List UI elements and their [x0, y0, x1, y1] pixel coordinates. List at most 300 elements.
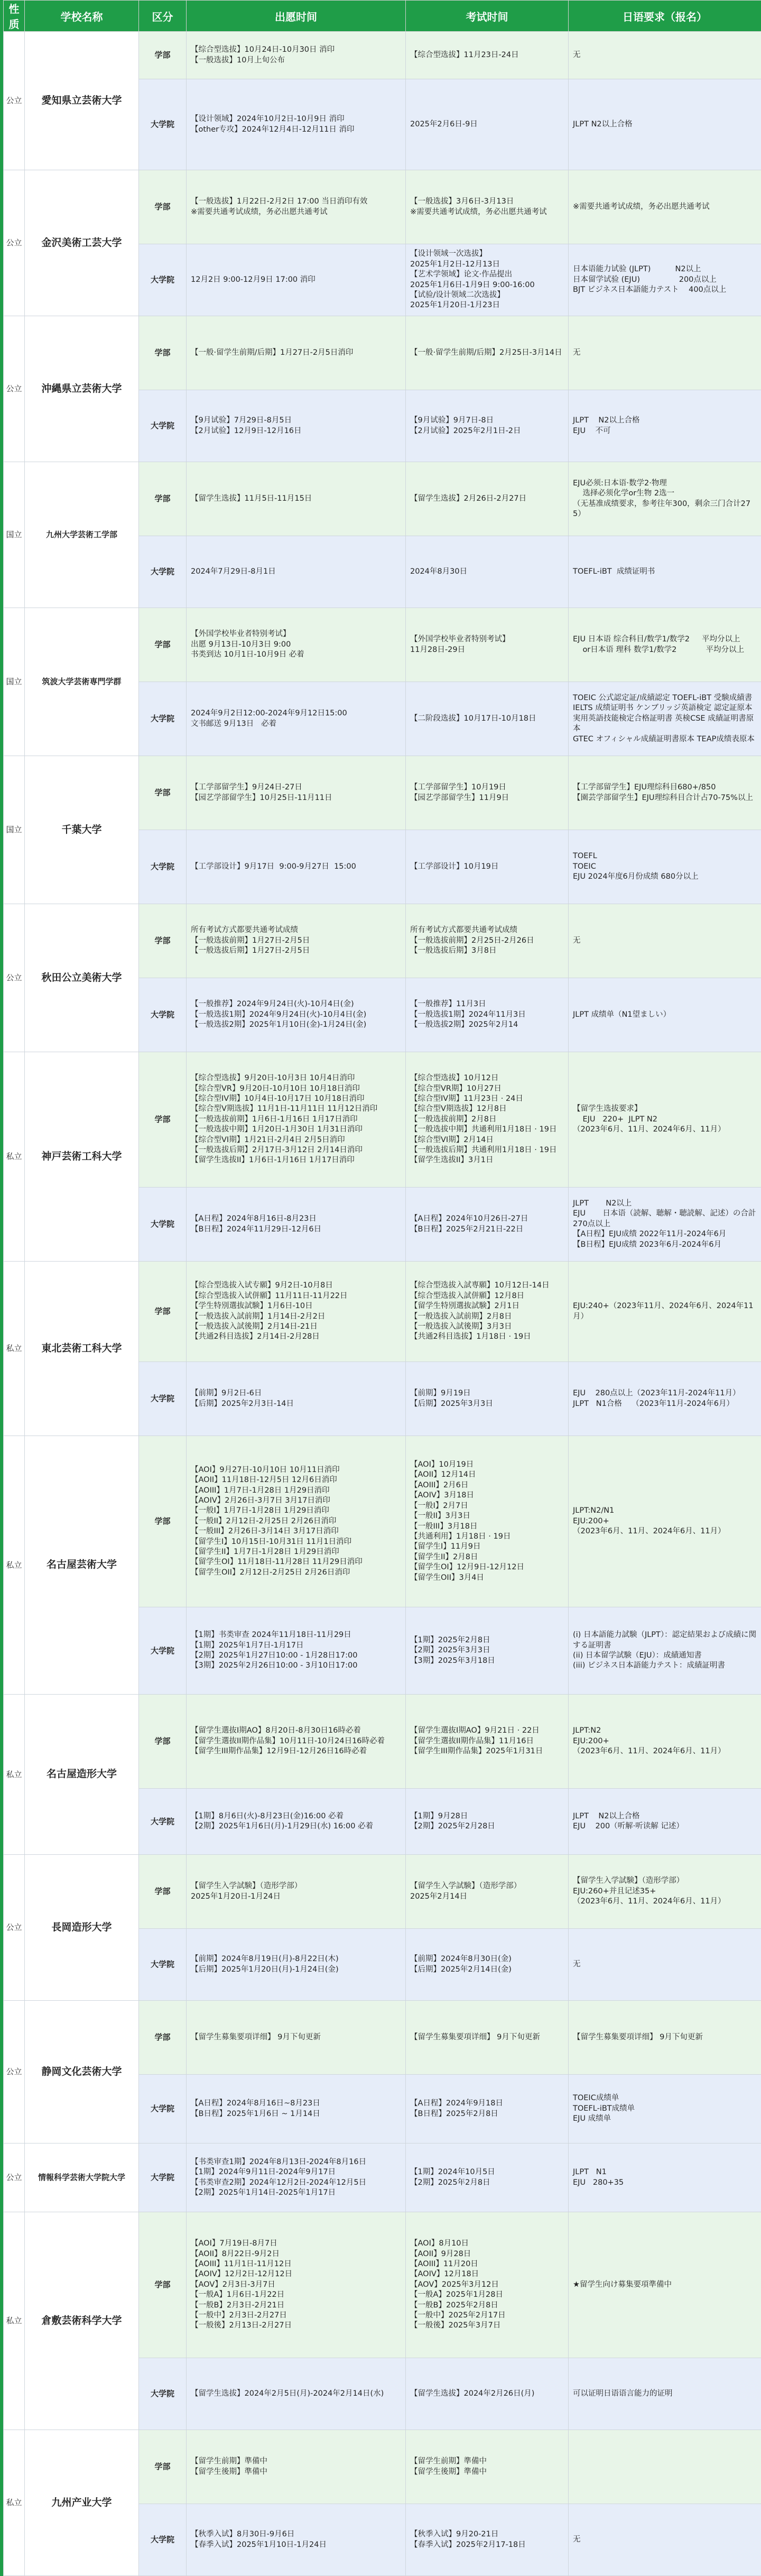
text-line: 【A日程】2024年8月16日~8月23日: [191, 2099, 401, 2109]
text-line: 【综合型选拔】10月12日: [410, 1073, 564, 1083]
category-cell: 大学院: [139, 682, 187, 756]
text-line: 【留学生入学試験】（造形学部）: [410, 1881, 564, 1891]
school-type-cell: 公立: [4, 2143, 25, 2212]
exam-date-cell: [406, 1855, 569, 1929]
text-line: 【园艺学部留学生】10月25日-11月11日: [191, 793, 401, 803]
text-line: 2025年1月20日-1月23日: [410, 300, 564, 310]
text-line: 【一般选拔前期】2月8日: [410, 1115, 564, 1125]
text-line: 【留学生I】11月9日: [410, 1542, 564, 1552]
exam-date-cell: [406, 316, 569, 390]
text-line: EJU必须:日本语·数学2·物理: [573, 479, 757, 489]
text-line: 【一般选拔前期】1月27日-2月5日: [191, 936, 401, 946]
text-line: 【秋季入试】9月20-21日: [410, 2529, 564, 2540]
text-line: 【3期】2025年2月26日10:00 - 3月10日17:00: [191, 1661, 401, 1671]
text-line: 【前期】2024年8月19日(月)-8月22日(木): [191, 1954, 401, 1964]
text-line: 【2期】2025年1月14日-2025年1月17日: [191, 2188, 401, 2198]
text-line: 【综合型选拔】11月23日-24日: [410, 50, 564, 60]
text-line: JLPT N2以上合格: [573, 416, 757, 426]
text-line: 【一般选拔后期】1月27日-2月5日: [191, 946, 401, 956]
exam-date-cell: [406, 1188, 569, 1262]
text-line: 【综合型VI期】1月21日-2月4日 2月5日消印: [191, 1135, 401, 1145]
text-line: EJU:240+（2023年11月、2024年6月、2024年11月）: [573, 1301, 757, 1322]
text-line: 12月2日 9:00-12月9日 17:00 消印: [191, 275, 401, 285]
text-line: 【工学部留学生】10月19日: [410, 783, 564, 793]
text-line: JLPT N1合格 （2023年11月-2024年6月）: [573, 1399, 757, 1409]
japanese-requirement-cell: [569, 1789, 761, 1855]
table-row: [4, 2001, 761, 2075]
application-period-cell: [187, 1188, 406, 1262]
school-name-cell: 筑波大学芸術専門学群: [25, 608, 139, 756]
school-name-cell: 金沢美術工芸大学: [25, 170, 139, 316]
school-name-cell: 情報科学芸術大学院大学: [25, 2143, 139, 2212]
text-line: JLPT:N2/N1: [573, 1506, 757, 1516]
school-name-cell: 沖縄県立芸術大学: [25, 316, 139, 462]
text-line: 【2月试验】12月9日-12月16日: [191, 426, 401, 436]
exam-date-cell: [406, 608, 569, 682]
text-line: 【一般I】2月7日: [410, 1501, 564, 1511]
text-line: EJU:260+并且记述35+: [573, 1887, 757, 1897]
school-name-cell: 長岡造形大学: [25, 1855, 139, 2001]
exam-date-cell: [406, 830, 569, 904]
text-line: 【综合型选拔入試併願】12月8日: [410, 1291, 564, 1301]
application-period-cell: [187, 682, 406, 756]
text-line: 【1期】2024年10月5日: [410, 2167, 564, 2177]
japanese-requirement-cell: [569, 1262, 761, 1362]
text-line: 【AOV】2025年3月12日: [410, 2280, 564, 2290]
text-line: 【AOI】10月19日: [410, 1460, 564, 1470]
category-cell: 学部: [139, 1695, 187, 1789]
text-line: EJU:200+: [573, 1516, 757, 1526]
text-line: 【一般III】2月26日-3月14日 3月17日消印: [191, 1526, 401, 1537]
japanese-requirement-cell: [569, 2001, 761, 2075]
table-row: [4, 2143, 761, 2212]
application-period-cell: [187, 2212, 406, 2358]
text-line: 【一般选拔】1月22日-2月2日 17:00 当日消印有效: [191, 197, 401, 207]
text-line: 【2月试验】2025年2月1日-2日: [410, 426, 564, 436]
header-row: [4, 1, 761, 32]
text-line: 【AOII】8月22日-9月2日: [191, 2249, 401, 2259]
text-line: 【A日程】2024年8月16日-8月23日: [191, 1214, 401, 1224]
text-line: JLPT:N2: [573, 1726, 757, 1736]
text-line: 【一般A】2025年1月28日: [410, 2290, 564, 2300]
school-type-cell: 私立: [4, 2430, 25, 2576]
application-period-cell: [187, 1262, 406, 1362]
text-line: 【留学生前期】準備中: [410, 2457, 564, 2467]
category-cell: 大学院: [139, 1789, 187, 1855]
japanese-requirement-cell: [569, 1188, 761, 1262]
school-type-cell: 私立: [4, 2212, 25, 2430]
text-line: 【书类审查1期】2024年8月13日-2024年8月16日: [191, 2157, 401, 2167]
text-line: 【留学生前期】準備中: [191, 2457, 401, 2467]
application-period-cell: [187, 978, 406, 1052]
text-line: 【一般选拔入試後期】3月3日: [410, 1322, 564, 1332]
application-period-cell: [187, 756, 406, 830]
header-application-period: 出愿时间: [187, 1, 406, 32]
table-row: [4, 608, 761, 682]
japanese-requirement-cell: [569, 978, 761, 1052]
text-line: 【留学生选拔II】3月1日: [410, 1155, 564, 1165]
category-cell: 学部: [139, 462, 187, 536]
header-type: 性质: [4, 1, 25, 32]
text-line: 【综合型VR期】10月27日: [410, 1084, 564, 1094]
school-name-cell: 倉敷芸術科学大学: [25, 2212, 139, 2430]
text-line: 【1期】2024年9月11日-2024年9月17日: [191, 2167, 401, 2177]
text-line: 【共通利用】1月18日 · 19日: [410, 1532, 564, 1542]
exam-date-cell: [406, 536, 569, 608]
text-line: 【AOIII】2月6日: [410, 1480, 564, 1491]
text-line: EJU 280点以上（2023年11月-2024年11月）: [573, 1388, 757, 1399]
category-cell: 学部: [139, 2001, 187, 2075]
category-cell: 学部: [139, 2212, 187, 2358]
text-line: 【留学生後期】準備中: [410, 2467, 564, 2477]
text-line: 文书邮送 9月13日 必着: [191, 719, 401, 729]
text-line: 2025年1月2日-12月13日: [410, 260, 564, 270]
school-type-cell: 公立: [4, 170, 25, 316]
text-line: 【2期】2025年2月8日: [410, 2178, 564, 2188]
text-line: 【后期】2025年3月3日: [410, 1399, 564, 1409]
text-line: 所有考试方式都要共通考试成绩: [191, 925, 401, 935]
text-line: 选择必须化学or生物 2选一: [573, 489, 757, 499]
text-line: EJU 280+35: [573, 2178, 757, 2188]
text-line: 可以证明日语语言能力的证明: [573, 2389, 757, 2399]
school-type-cell: 公立: [4, 904, 25, 1052]
application-period-cell: [187, 1436, 406, 1607]
text-line: 【B日程】2025年1月6日 ~ 1月14日: [191, 2109, 401, 2119]
school-name-cell: 愛知県立芸術大学: [25, 32, 139, 170]
text-line: 【设计领域】2024年10月2日-10月9日 消印: [191, 114, 401, 124]
text-line: 【综合型选拔】9月20日-10月3日 10月4日消印: [191, 1073, 401, 1083]
text-line: 【后期】2025年2月3日-14日: [191, 1399, 401, 1409]
text-line: 【1期】8月6日(火)-8月23日(金)16:00 必着: [191, 1811, 401, 1821]
japanese-requirement-cell: [569, 904, 761, 978]
category-cell: 大学院: [139, 1362, 187, 1436]
table-row: [4, 904, 761, 978]
exam-date-cell: [406, 32, 569, 79]
text-line: 2024年8月30日: [410, 567, 564, 577]
text-line: 【留学生选拔】11月5日-11月15日: [191, 494, 401, 504]
text-line: 【一般中】2月3日-2月27日: [191, 2311, 401, 2321]
exam-date-cell: [406, 462, 569, 536]
text-line: 【综合型选拔】10月24日-10月30日 消印: [191, 45, 401, 55]
category-cell: 学部: [139, 904, 187, 978]
text-line: TOEFL: [573, 851, 757, 861]
text-line: 【一般B】2025年2月8日: [410, 2301, 564, 2311]
application-period-cell: [187, 1052, 406, 1188]
text-line: 【前期】2024年8月30日(金): [410, 1954, 564, 1964]
exam-date-cell: [406, 904, 569, 978]
application-period-cell: [187, 390, 406, 462]
school-type-cell: 国立: [4, 756, 25, 904]
text-line: EJU 日本语（読解、聴解・聴読解、記述）の合計270点以上: [573, 1209, 757, 1229]
text-line: TOEFL-iBT 成绩证明书: [573, 567, 757, 577]
text-line: 日本语能力试验 (JLPT) N2以上: [573, 264, 757, 274]
category-cell: 学部: [139, 1436, 187, 1607]
application-period-cell: [187, 1607, 406, 1695]
text-line: 【留学生OI】12月9日-12月12日: [410, 1562, 564, 1572]
text-line: 【1期】9月28日: [410, 1811, 564, 1821]
text-line: 【一般中】2025年2月17日: [410, 2311, 564, 2321]
school-name-cell: 東北芸術工科大学: [25, 1262, 139, 1436]
text-line: JLPT N2以上合格: [573, 1811, 757, 1821]
text-line: 【综合型VI期】2月14日: [410, 1135, 564, 1145]
text-line: 【留学生選抜I期AO】8月20日-8月30日16時必着: [191, 1726, 401, 1736]
text-line: 【B日程】2025年2月21日-22日: [410, 1225, 564, 1235]
header-category: 区分: [139, 1, 187, 32]
text-line: （2023年6月、11月、2024年6月、11月）: [573, 1526, 757, 1537]
text-line: 【3期】2025年3月18日: [410, 1656, 564, 1666]
application-period-cell: [187, 2075, 406, 2143]
japanese-requirement-cell: [569, 2430, 761, 2504]
japanese-requirement-cell: [569, 756, 761, 830]
text-line: 【一般推荐】2024年9月24日(火)-10月4日(金): [191, 999, 401, 1009]
text-line: 【AOIII】11月20日: [410, 2259, 564, 2269]
text-line: 【AOIV】2月26日-3月7日 3月17日消印: [191, 1496, 401, 1506]
exam-date-cell: [406, 2075, 569, 2143]
text-line: (ii) 日本留学試験（EJU）：成績通知書: [573, 1651, 757, 1661]
text-line: GTEC オフィシャル成績証明書原本 TEAP成绩表原本: [573, 734, 757, 744]
school-name-cell: 静岡文化芸術大学: [25, 2001, 139, 2143]
text-line: 【留学生II】2月8日: [410, 1552, 564, 1562]
text-line: 【2期】2025年1月27日10:00 - 1月28日17:00: [191, 1651, 401, 1661]
text-line: TOEIC 公式認定証/成績認定 TOEFL-iBT 受験成績書: [573, 693, 757, 703]
text-line: (iii) ビジネス日本語能力テスト：成績証明書: [573, 1661, 757, 1671]
japanese-requirement-cell: [569, 2212, 761, 2358]
japanese-requirement-cell: [569, 682, 761, 756]
japanese-requirement-cell: [569, 79, 761, 170]
category-cell: 学部: [139, 170, 187, 244]
text-line: 【二阶段选拔】10月17日-10月18日: [410, 714, 564, 724]
text-line: 【一般·留学生前期/后期】1月27日-2月5日消印: [191, 348, 401, 358]
exam-date-cell: [406, 170, 569, 244]
text-line: 【综合型IV期】11月23日 · 24日: [410, 1094, 564, 1104]
text-line: JLPT N1: [573, 2167, 757, 2177]
text-line: 【一般II】2月12日-2月25日 2月26日消印: [191, 1516, 401, 1526]
text-line: 【一般选拔前期】1月6日-1月16日 1月17日消印: [191, 1115, 401, 1125]
text-line: 【留学生選抜II期作品集】11月16日: [410, 1736, 564, 1746]
school-name-cell: 千葉大学: [25, 756, 139, 904]
text-line: 【留学生OII】2月12日-2月25日 2月26日消印: [191, 1568, 401, 1578]
school-type-cell: 私立: [4, 1436, 25, 1695]
header-exam-date: 考试时间: [406, 1, 569, 32]
table-row: [4, 2212, 761, 2358]
application-period-cell: [187, 316, 406, 390]
text-line: JLPT N2以上: [573, 1199, 757, 1209]
exam-date-cell: [406, 1052, 569, 1188]
application-period-cell: [187, 608, 406, 682]
text-line: 【AOV】2月3日-3月7日: [191, 2280, 401, 2290]
category-cell: 大学院: [139, 2075, 187, 2143]
exam-date-cell: [406, 978, 569, 1052]
japanese-requirement-cell: [569, 536, 761, 608]
application-period-cell: [187, 170, 406, 244]
text-line: 【一般I】1月7日-1月28日 1月29日消印: [191, 1506, 401, 1516]
japanese-requirement-cell: [569, 1929, 761, 2001]
text-line: 【秋季入试】8月30日-9月6日: [191, 2529, 401, 2540]
text-line: 【留学生後期】準備中: [191, 2467, 401, 2477]
text-line: 【试验/设计领域二次选拔】: [410, 290, 564, 300]
exam-date-cell: [406, 390, 569, 462]
category-cell: 大学院: [139, 2143, 187, 2212]
text-line: 【AOII】12月14日: [410, 1470, 564, 1480]
text-line: or日本语 理科 数学1/数学2 平均分以上: [573, 645, 757, 655]
category-cell: 学部: [139, 756, 187, 830]
text-line: 【9月试验】9月7日-8日: [410, 416, 564, 426]
text-line: 【留学生募集要項详细】 9月下旬更新: [191, 2032, 401, 2043]
text-line: 【共通2科目选拔】2月14日-2月28日: [191, 1332, 401, 1342]
text-line: 【一般选拔中期】共通利用1月18日 · 19日: [410, 1125, 564, 1135]
text-line: EJU:200+: [573, 1736, 757, 1746]
text-line: BJT ビジネス日本語能力テスト 400点以上: [573, 285, 757, 295]
application-period-cell: [187, 2143, 406, 2212]
text-line: 2025年2月14日: [410, 1892, 564, 1902]
school-type-cell: 公立: [4, 32, 25, 170]
text-line: 【AOIV】3月18日: [410, 1491, 564, 1501]
category-cell: 大学院: [139, 1188, 187, 1262]
text-line: 【留学生选拔II】1月6日-1月16日 1月17日消印: [191, 1155, 401, 1165]
school-name-cell: 九州产业大学: [25, 2430, 139, 2576]
text-line: 【一般A】1月6日-1月22日: [191, 2290, 401, 2300]
text-line: 【1期】2025年1月7日-1月17日: [191, 1641, 401, 1651]
japanese-requirement-cell: [569, 2358, 761, 2430]
text-line: ※需要共通考试成绩，务必出愿共通考试: [191, 207, 401, 217]
category-cell: 学部: [139, 1855, 187, 1929]
text-line: (i) 日本語能力試験（JLPT）：認定結果および成績に関する証明書: [573, 1630, 757, 1651]
application-period-cell: [187, 1789, 406, 1855]
category-cell: 学部: [139, 1052, 187, 1188]
text-line: 【一般後】2月13日-2月27日: [191, 2321, 401, 2331]
application-period-cell: [187, 462, 406, 536]
text-line: 【2期】2025年3月3日: [410, 1645, 564, 1655]
text-line: 【综合型选拔入試専願】10月12日-14日: [410, 1281, 564, 1291]
text-line: ★留学生向け募集要項準備中: [573, 2280, 757, 2290]
school-type-cell: 国立: [4, 462, 25, 608]
text-line: 2025年1月6日-1月9日 9:00-16:00: [410, 280, 564, 290]
exam-date-cell: [406, 2001, 569, 2075]
school-name-cell: 名古屋芸術大学: [25, 1436, 139, 1695]
category-cell: 大学院: [139, 79, 187, 170]
text-line: 【留学生募集要項详细】 9月下旬更新: [573, 2032, 757, 2043]
text-line: 无: [573, 50, 757, 60]
text-line: 【综合型IV期】10月4日-10月17日 10月18日消印: [191, 1094, 401, 1104]
text-line: 【一般III】3月18日: [410, 1522, 564, 1532]
text-line: 【other专攻】2024年12月4日-12月11日 消印: [191, 125, 401, 135]
text-line: 无: [573, 936, 757, 946]
exam-date-cell: [406, 2504, 569, 2576]
school-type-cell: 私立: [4, 1695, 25, 1855]
text-line: EJU 不可: [573, 426, 757, 436]
application-period-cell: [187, 2504, 406, 2576]
text-line: 书类到达 10月1日-10月9日 必着: [191, 650, 401, 660]
text-line: 【留学生OI】11月18日-11月28日 11月29日消印: [191, 1557, 401, 1567]
text-line: TOEIC: [573, 862, 757, 872]
text-line: 【设计领域一次选拔】: [410, 249, 564, 259]
category-cell: 大学院: [139, 978, 187, 1052]
text-line: 【2期】2025年1月6日(月)-1月29日(水) 16:00 必着: [191, 1821, 401, 1832]
school-name-cell: 名古屋造形大学: [25, 1695, 139, 1855]
text-line: 【一般选拔后期】共通利用1月18日 · 19日: [410, 1145, 564, 1155]
school-name-cell: 秋田公立美術大学: [25, 904, 139, 1052]
header-school: 学校名称: [25, 1, 139, 32]
text-line: 【留学生选拔】2月26日-2月27日: [410, 494, 564, 504]
table-row: [4, 1855, 761, 1929]
text-line: 【園芸学部留学生】EJU理综科目合计占70-75%以上: [573, 793, 757, 803]
text-line: 【AOII】11月18日-12月5日 12月6日消印: [191, 1475, 401, 1485]
japanese-requirement-cell: [569, 1436, 761, 1607]
school-type-cell: 私立: [4, 1262, 25, 1436]
text-line: （无基准成绩要求，参考往年300，剩余三门合计275）: [573, 499, 757, 520]
text-line: 出愿 9月13日-10月3日 9:00: [191, 640, 401, 650]
text-line: 所有考试方式都要共通考试成绩: [410, 925, 564, 935]
text-line: 【留学生III期作品集】2025年1月31日: [410, 1746, 564, 1756]
japanese-requirement-cell: [569, 316, 761, 390]
category-cell: 大学院: [139, 2504, 187, 2576]
japanese-requirement-cell: [569, 1607, 761, 1695]
text-line: 【工学部设计】10月19日: [410, 862, 564, 872]
text-line: 无: [573, 2535, 757, 2545]
text-line: 【留学生选拔】2024年2月26日(月): [410, 2389, 564, 2399]
text-line: EJU 日本语 综合科目/数学1/数学2 平均分以上: [573, 634, 757, 645]
text-line: 【工学部留学生】9月24日-27日: [191, 783, 401, 793]
japanese-requirement-cell: [569, 1362, 761, 1436]
text-line: 【一般推荐】11月3日: [410, 999, 564, 1009]
category-cell: 大学院: [139, 1929, 187, 2001]
school-type-cell: 公立: [4, 316, 25, 462]
exam-date-cell: [406, 2212, 569, 2358]
text-line: 【书类审查2期】2024年12月2日-2024年12月5日: [191, 2178, 401, 2188]
school-name-cell: 九州大学芸術工学部: [25, 462, 139, 608]
text-line: 【外国学校毕业者特别考试】: [410, 634, 564, 645]
text-line: 【AOI】7月19日-8月7日: [191, 2239, 401, 2249]
exam-date-cell: [406, 1789, 569, 1855]
text-line: 【AOI】9月27日-10月10日 10月11日消印: [191, 1465, 401, 1475]
exam-date-cell: [406, 1695, 569, 1789]
text-line: 【共通2科目选拔】1月18日 · 19日: [410, 1332, 564, 1342]
category-cell: 学部: [139, 2430, 187, 2504]
application-period-cell: [187, 244, 406, 316]
text-line: 【一般选拔2期】2025年2月14: [410, 1020, 564, 1030]
text-line: 【艺术学领域】论文·作品提出: [410, 270, 564, 280]
japanese-requirement-cell: [569, 462, 761, 536]
text-line: EJU 200（听解·听读解 记述）: [573, 1821, 757, 1832]
text-line: EJU 成绩单: [573, 2114, 757, 2124]
text-line: ※需要共通考试成绩，务必出愿共通考试: [410, 207, 564, 217]
application-period-cell: [187, 1362, 406, 1436]
exam-date-cell: [406, 1436, 569, 1607]
text-line: 【外国学校毕业者特别考试】: [191, 629, 401, 639]
japanese-requirement-cell: [569, 608, 761, 682]
exam-date-cell: [406, 1362, 569, 1436]
text-line: 【B日程】2025年2月8日: [410, 2109, 564, 2119]
table-row: [4, 756, 761, 830]
category-cell: 学部: [139, 608, 187, 682]
text-line: 【园艺学部留学生】11月9日: [410, 793, 564, 803]
text-line: 【留学生選抜I期AO】9月21日 · 22日: [410, 1726, 564, 1736]
exam-date-cell: [406, 682, 569, 756]
text-line: 【AOI】8月10日: [410, 2239, 564, 2249]
text-line: 【留学生II】1月7日-1月28日 1月29日消印: [191, 1547, 401, 1557]
exam-date-cell: [406, 1929, 569, 2001]
exam-date-cell: [406, 2143, 569, 2212]
category-cell: 大学院: [139, 244, 187, 316]
text-line: 2024年9月2日12:00-2024年9月12日15:00: [191, 709, 401, 719]
exam-date-cell: [406, 2430, 569, 2504]
text-line: 【一般选拔中期】1月20日-1月30日 1月31日消印: [191, 1125, 401, 1135]
text-line: 実用英語技能検定合格証明書 英検CSE 成績証明書原本: [573, 714, 757, 734]
exam-date-cell: [406, 79, 569, 170]
text-line: 【一般选拔前期】2月25日-2月26日: [410, 936, 564, 946]
text-line: 【一般选拔】3月6日-3月13日: [410, 197, 564, 207]
japanese-requirement-cell: [569, 244, 761, 316]
